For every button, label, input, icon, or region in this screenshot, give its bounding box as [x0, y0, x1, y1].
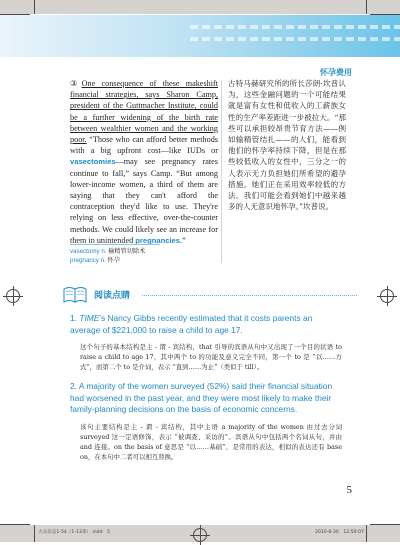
highlighted-term: pregnancies [135, 235, 181, 245]
question-number: 2. [70, 381, 77, 391]
question-text: 's Nancy Gibbs recently estimated that it costs parents an average of $221,000 to raise a child to age 17. [70, 313, 313, 335]
glossary-pos: n. [100, 257, 106, 264]
english-paragraph [70, 78, 218, 246]
glossary-meaning: 怀孕 [107, 257, 120, 264]
registration-mark-icon [380, 289, 394, 303]
glossary-term: vasectomy [70, 248, 100, 255]
reading-points-header [62, 284, 362, 306]
paragraph-text: “Those who can afford better methods with a big upfront cost—like IUDs or [70, 135, 218, 156]
reading-question-1 [70, 313, 342, 336]
question-number: 1. [70, 313, 77, 323]
crop-mark [34, 525, 35, 542]
crop-mark [366, 0, 367, 14]
top-bleed-band [0, 0, 400, 14]
glossary-term: pregnancy [70, 257, 99, 264]
reading-question-2 [70, 381, 342, 416]
column-divider [221, 80, 222, 263]
glossary-meaning: 输精管切除术 [108, 248, 146, 255]
page-number: 5 [346, 484, 352, 496]
header-stripe [190, 37, 400, 41]
paragraph-text: —may see pregnancy rates continue to fall,” says Camp. “But among lower-income women, a third of them are saying that they can't afford the contraception they'd like to use. They're relying on less effective, over-the-counter methods. We could likely see an increase for them in unintended [70, 157, 218, 245]
glossary-entry [70, 256, 160, 265]
header-stripe [190, 25, 400, 29]
paragraph-text: .” [180, 235, 186, 245]
crop-mark [34, 0, 35, 14]
glossary-pos: n. [101, 248, 107, 255]
registration-mark-icon [193, 528, 207, 542]
question-italic: TIME [79, 313, 100, 323]
dotted-rule [142, 295, 357, 296]
underlined-sentence: One consequence of these makeshift financial strategies, says Sharon Camp, president of the Guttmacher Institute, could be a further widening of the birth rate between wealthier women and the working poor. [70, 79, 218, 145]
paragraph-marker: ③ [70, 79, 82, 88]
question-text: A majority of the women surveyed (52%) said their financial situation had worsened in the past year, and they were most likely to make their family-planning decisions on the basis of economic concerns. [70, 381, 333, 414]
slug-right: 2010-8-30 12:50:07 [315, 530, 364, 535]
highlighted-term: vasectomies [70, 157, 116, 167]
crop-mark [370, 524, 400, 525]
chinese-paragraph: 古特马赫研究所的所长莎朗·坎普认为，这些金融问题的一个可能结果就是富有女性和低收入的工薪族女性的生产率差距进一步被拉大。“那些可以承担较昂贵节育方法——例如输精管结扎——的人们，能看到他们的怀孕率持续下降，但是在那些较低收入的女性中，三分之一的人表示无力负担她们所希望的避孕措施。她们正在采用效率较低的方法。我们可能会看到她们中越来越多的人无意识地怀孕。”坎普说。 [228, 79, 346, 212]
explanation-1: 这个句子的基本结构是主 - 谓 - 宾结构，that 引导的宾语从句中又出现了一个目的状语 to raise a child to age 17，其中两个 to 的功能及意义完全不同，第一个 to 是 “以……方式”，而第二个 to 是介词，表示 “直到……为止”（类似于 till）。 [80, 343, 342, 371]
crop-mark [366, 525, 367, 542]
section-tag: 怀孕费用 [320, 68, 352, 77]
glossary [70, 244, 160, 265]
glossary-entry [70, 247, 160, 256]
header-band [0, 15, 400, 57]
slug-left: 大众杂志1-54（1-13章）.indd 5 [38, 530, 111, 535]
open-book-icon [62, 284, 88, 304]
crop-mark [0, 524, 30, 525]
registration-mark-icon [6, 289, 20, 303]
reading-points-title: 阅读点睛 [94, 291, 131, 301]
explanation-2: 该句主要结构是主 - 谓 - 宾结构，其中主语 a majority of the women 由过去分词 surveyed 这一定语修饰，表示 “被调查、采访的”。宾语从句中包括两个名词从句，并由 and 连接。on the basis of 意思是 “以……基础”，是常用的表达，相似的表达还有 base on，在本句中二者可以相互替换。 [80, 423, 342, 461]
